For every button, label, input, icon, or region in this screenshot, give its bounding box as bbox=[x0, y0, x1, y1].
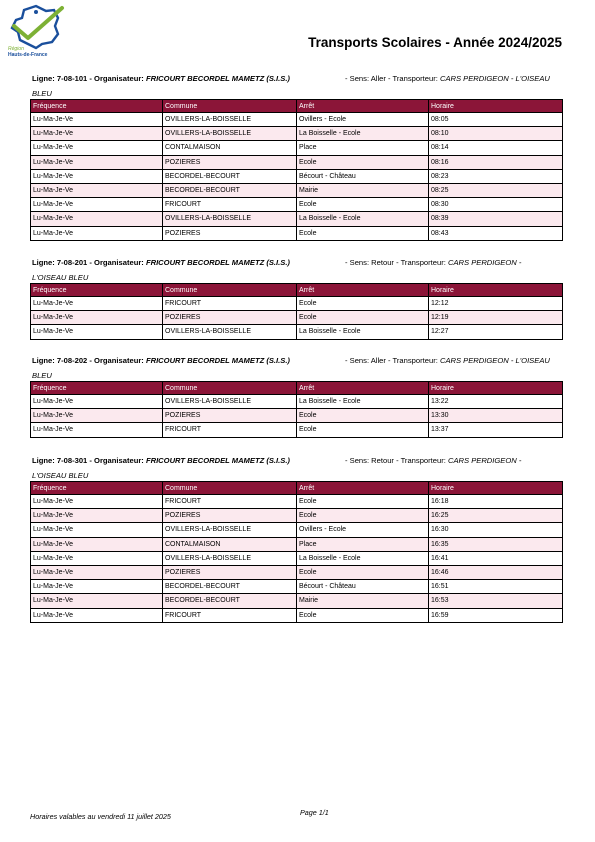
schedule-table bbox=[30, 481, 563, 623]
column-header: Horaire bbox=[429, 382, 563, 395]
column-header: Commune bbox=[163, 284, 297, 297]
table-cell: Ecole bbox=[297, 509, 429, 523]
table-cell: Lu-Ma-Je-Ve bbox=[31, 183, 163, 197]
table-cell: 08:23 bbox=[429, 169, 563, 183]
carrier-name-continued: BLEU bbox=[32, 371, 52, 380]
table-header-row bbox=[31, 100, 563, 113]
table-cell: OVILLERS-LA-BOISSELLE bbox=[163, 523, 297, 537]
table-cell: Ecole bbox=[297, 409, 429, 423]
column-header: Arrêt bbox=[297, 382, 429, 395]
table-cell: Lu-Ma-Je-Ve bbox=[31, 141, 163, 155]
table-cell: Ecole bbox=[297, 155, 429, 169]
table-row bbox=[31, 565, 563, 579]
table-cell: 16:53 bbox=[429, 594, 563, 608]
column-header: Horaire bbox=[429, 100, 563, 113]
table-cell: Ovillers - Ecole bbox=[297, 113, 429, 127]
table-cell: POZIERES bbox=[163, 226, 297, 240]
table-row bbox=[31, 537, 563, 551]
line-organizer bbox=[32, 71, 290, 86]
table-cell: Ecole bbox=[297, 198, 429, 212]
table-row bbox=[31, 212, 563, 226]
table-row bbox=[31, 395, 563, 409]
line-organizer bbox=[32, 353, 290, 368]
organizer-name: FRICOURT BECORDEL MAMETZ (S.I.S.) bbox=[145, 456, 290, 465]
column-header: Fréquence bbox=[31, 284, 163, 297]
table-row bbox=[31, 198, 563, 212]
carrier-name: CARS PERDIGEON - bbox=[447, 456, 522, 465]
table-cell: Lu-Ma-Je-Ve bbox=[31, 198, 163, 212]
table-cell: 16:51 bbox=[429, 580, 563, 594]
table-cell: Lu-Ma-Je-Ve bbox=[31, 523, 163, 537]
table-row bbox=[31, 297, 563, 311]
direction: - Sens: Aller - Transporteur: bbox=[345, 74, 440, 83]
table-cell: Ecole bbox=[297, 311, 429, 325]
table-cell: POZIERES bbox=[163, 409, 297, 423]
table-header-row bbox=[31, 482, 563, 495]
table-cell: La Boisselle - Ecole bbox=[297, 551, 429, 565]
table-cell: Lu-Ma-Je-Ve bbox=[31, 608, 163, 622]
table-cell: OVILLERS-LA-BOISSELLE bbox=[163, 395, 297, 409]
table-row bbox=[31, 423, 563, 437]
table-cell: 08:39 bbox=[429, 212, 563, 226]
table-cell: Ecole bbox=[297, 297, 429, 311]
direction-carrier bbox=[345, 453, 521, 468]
organizer-label: Organisateur: bbox=[94, 74, 146, 83]
table-row bbox=[31, 155, 563, 169]
table-cell: Ecole bbox=[297, 495, 429, 509]
table-cell: FRICOURT bbox=[163, 423, 297, 437]
table-cell: OVILLERS-LA-BOISSELLE bbox=[163, 325, 297, 339]
table-header-row bbox=[31, 382, 563, 395]
table-row bbox=[31, 580, 563, 594]
organizer-label: Organisateur: bbox=[94, 356, 146, 365]
table-cell: 08:30 bbox=[429, 198, 563, 212]
direction-carrier bbox=[345, 353, 550, 368]
table-cell: CONTALMAISON bbox=[163, 537, 297, 551]
schedule-table bbox=[30, 283, 563, 340]
table-cell: Lu-Ma-Je-Ve bbox=[31, 297, 163, 311]
column-header: Arrêt bbox=[297, 284, 429, 297]
table-cell: 08:14 bbox=[429, 141, 563, 155]
table-cell: Lu-Ma-Je-Ve bbox=[31, 594, 163, 608]
footer-validity: Horaires valables au vendredi 11 juillet 2025 bbox=[30, 812, 171, 821]
table-cell: Lu-Ma-Je-Ve bbox=[31, 509, 163, 523]
column-header: Arrêt bbox=[297, 100, 429, 113]
column-header: Fréquence bbox=[31, 482, 163, 495]
table-cell: Lu-Ma-Je-Ve bbox=[31, 395, 163, 409]
table-header-row bbox=[31, 284, 563, 297]
table-cell: 13:37 bbox=[429, 423, 563, 437]
table-row bbox=[31, 409, 563, 423]
organizer-name: FRICOURT BECORDEL MAMETZ (S.I.S.) bbox=[145, 356, 290, 365]
line-number: Ligne: 7-08-201 - bbox=[32, 258, 95, 267]
table-cell: 16:41 bbox=[429, 551, 563, 565]
line-info bbox=[30, 353, 562, 383]
line-organizer bbox=[32, 453, 290, 468]
table-cell: 13:22 bbox=[429, 395, 563, 409]
table-cell: Lu-Ma-Je-Ve bbox=[31, 169, 163, 183]
table-cell: OVILLERS-LA-BOISSELLE bbox=[163, 212, 297, 226]
table-cell: BECORDEL-BECOURT bbox=[163, 183, 297, 197]
line-section bbox=[30, 71, 562, 241]
table-cell: Lu-Ma-Je-Ve bbox=[31, 495, 163, 509]
table-row bbox=[31, 226, 563, 240]
table-cell: 08:25 bbox=[429, 183, 563, 197]
line-number: Ligne: 7-08-301 - bbox=[32, 456, 95, 465]
carrier-name-continued: L'OISEAU BLEU bbox=[32, 471, 89, 480]
table-cell: Lu-Ma-Je-Ve bbox=[31, 551, 163, 565]
table-cell: FRICOURT bbox=[163, 198, 297, 212]
table-cell: Lu-Ma-Je-Ve bbox=[31, 155, 163, 169]
table-cell: 08:16 bbox=[429, 155, 563, 169]
table-row bbox=[31, 523, 563, 537]
table-cell: 08:43 bbox=[429, 226, 563, 240]
table-cell: Ecole bbox=[297, 608, 429, 622]
direction-carrier bbox=[345, 71, 550, 86]
column-header: Horaire bbox=[429, 482, 563, 495]
table-cell: Lu-Ma-Je-Ve bbox=[31, 325, 163, 339]
table-cell: Mairie bbox=[297, 594, 429, 608]
schedule-table bbox=[30, 381, 563, 438]
logo-text bbox=[8, 46, 47, 58]
line-organizer bbox=[32, 255, 290, 270]
table-cell: Lu-Ma-Je-Ve bbox=[31, 113, 163, 127]
table-cell: POZIERES bbox=[163, 311, 297, 325]
table-cell: FRICOURT bbox=[163, 495, 297, 509]
table-cell: 16:30 bbox=[429, 523, 563, 537]
logo-small-text: Région bbox=[8, 46, 24, 52]
table-row bbox=[31, 311, 563, 325]
table-row bbox=[31, 325, 563, 339]
table-cell: POZIERES bbox=[163, 509, 297, 523]
table-cell: Ecole bbox=[297, 226, 429, 240]
table-cell: La Boisselle - Ecole bbox=[297, 127, 429, 141]
line-number: Ligne: 7-08-202 - bbox=[32, 356, 95, 365]
table-row bbox=[31, 113, 563, 127]
table-cell: OVILLERS-LA-BOISSELLE bbox=[163, 113, 297, 127]
column-header: Fréquence bbox=[31, 382, 163, 395]
line-info bbox=[30, 453, 562, 483]
table-cell: 08:10 bbox=[429, 127, 563, 141]
table-cell: 16:46 bbox=[429, 565, 563, 579]
table-cell: 13:30 bbox=[429, 409, 563, 423]
carrier-name: CARS PERDIGEON - L'OISEAU bbox=[439, 74, 550, 83]
table-row bbox=[31, 183, 563, 197]
table-row bbox=[31, 127, 563, 141]
table-cell: Lu-Ma-Je-Ve bbox=[31, 565, 163, 579]
table-cell: La Boisselle - Ecole bbox=[297, 325, 429, 339]
table-row bbox=[31, 141, 563, 155]
table-cell: Ecole bbox=[297, 565, 429, 579]
table-cell: 08:05 bbox=[429, 113, 563, 127]
carrier-name-continued: L'OISEAU BLEU bbox=[32, 273, 89, 282]
table-cell: OVILLERS-LA-BOISSELLE bbox=[163, 127, 297, 141]
table-cell: Lu-Ma-Je-Ve bbox=[31, 127, 163, 141]
table-cell: 12:19 bbox=[429, 311, 563, 325]
table-cell: POZIERES bbox=[163, 565, 297, 579]
table-cell: FRICOURT bbox=[163, 608, 297, 622]
direction: - Sens: Retour - Transporteur: bbox=[345, 456, 448, 465]
organizer-label: Organisateur: bbox=[94, 456, 146, 465]
table-cell: BECORDEL-BECOURT bbox=[163, 169, 297, 183]
table-cell: Mairie bbox=[297, 183, 429, 197]
table-cell: 16:35 bbox=[429, 537, 563, 551]
table-row bbox=[31, 169, 563, 183]
column-header: Fréquence bbox=[31, 100, 163, 113]
table-cell: 16:25 bbox=[429, 509, 563, 523]
table-cell: Place bbox=[297, 141, 429, 155]
page-number: Page 1/1 bbox=[300, 808, 329, 817]
table-cell: FRICOURT bbox=[163, 297, 297, 311]
table-cell: 12:12 bbox=[429, 297, 563, 311]
organizer-name: FRICOURT BECORDEL MAMETZ (S.I.S.) bbox=[145, 258, 290, 267]
table-cell: OVILLERS-LA-BOISSELLE bbox=[163, 551, 297, 565]
line-section bbox=[30, 353, 562, 438]
table-cell: Lu-Ma-Je-Ve bbox=[31, 311, 163, 325]
table-cell: 16:18 bbox=[429, 495, 563, 509]
column-header: Arrêt bbox=[297, 482, 429, 495]
table-cell: Lu-Ma-Je-Ve bbox=[31, 423, 163, 437]
table-row bbox=[31, 594, 563, 608]
table-cell: Lu-Ma-Je-Ve bbox=[31, 409, 163, 423]
carrier-name-continued: BLEU bbox=[32, 89, 52, 98]
table-cell: Bécourt - Château bbox=[297, 580, 429, 594]
table-row bbox=[31, 551, 563, 565]
table-cell: Lu-Ma-Je-Ve bbox=[31, 212, 163, 226]
table-cell: BECORDEL-BECOURT bbox=[163, 594, 297, 608]
table-cell: Lu-Ma-Je-Ve bbox=[31, 226, 163, 240]
line-info bbox=[30, 71, 562, 101]
table-row bbox=[31, 509, 563, 523]
carrier-name: CARS PERDIGEON - bbox=[447, 258, 522, 267]
table-cell: CONTALMAISON bbox=[163, 141, 297, 155]
table-cell: Ecole bbox=[297, 423, 429, 437]
table-cell: BECORDEL-BECOURT bbox=[163, 580, 297, 594]
line-section bbox=[30, 255, 562, 340]
table-cell: Place bbox=[297, 537, 429, 551]
table-cell: 12:27 bbox=[429, 325, 563, 339]
table-cell: 16:59 bbox=[429, 608, 563, 622]
table-row bbox=[31, 495, 563, 509]
table-cell: Lu-Ma-Je-Ve bbox=[31, 537, 163, 551]
table-cell: Bécourt - Château bbox=[297, 169, 429, 183]
direction: - Sens: Aller - Transporteur: bbox=[345, 356, 440, 365]
table-cell: Ovillers - Ecole bbox=[297, 523, 429, 537]
organizer-name: FRICOURT BECORDEL MAMETZ (S.I.S.) bbox=[145, 74, 290, 83]
line-section bbox=[30, 453, 562, 623]
column-header: Horaire bbox=[429, 284, 563, 297]
table-cell: La Boisselle - Ecole bbox=[297, 212, 429, 226]
document-title: Transports Scolaires - Année 2024/2025 bbox=[308, 35, 562, 50]
column-header: Commune bbox=[163, 382, 297, 395]
line-info bbox=[30, 255, 562, 285]
france-map-icon bbox=[6, 4, 68, 52]
direction: - Sens: Retour - Transporteur: bbox=[345, 258, 448, 267]
table-row bbox=[31, 608, 563, 622]
column-header: Commune bbox=[163, 482, 297, 495]
carrier-name: CARS PERDIGEON - L'OISEAU bbox=[439, 356, 550, 365]
column-header: Commune bbox=[163, 100, 297, 113]
table-cell: La Boisselle - Ecole bbox=[297, 395, 429, 409]
logo-name: Hauts-de-France bbox=[8, 52, 48, 58]
direction-carrier bbox=[345, 255, 521, 270]
table-cell: Lu-Ma-Je-Ve bbox=[31, 580, 163, 594]
line-number: Ligne: 7-08-101 - bbox=[32, 74, 95, 83]
table-cell: POZIERES bbox=[163, 155, 297, 169]
schedule-table bbox=[30, 99, 563, 241]
organizer-label: Organisateur: bbox=[94, 258, 146, 267]
